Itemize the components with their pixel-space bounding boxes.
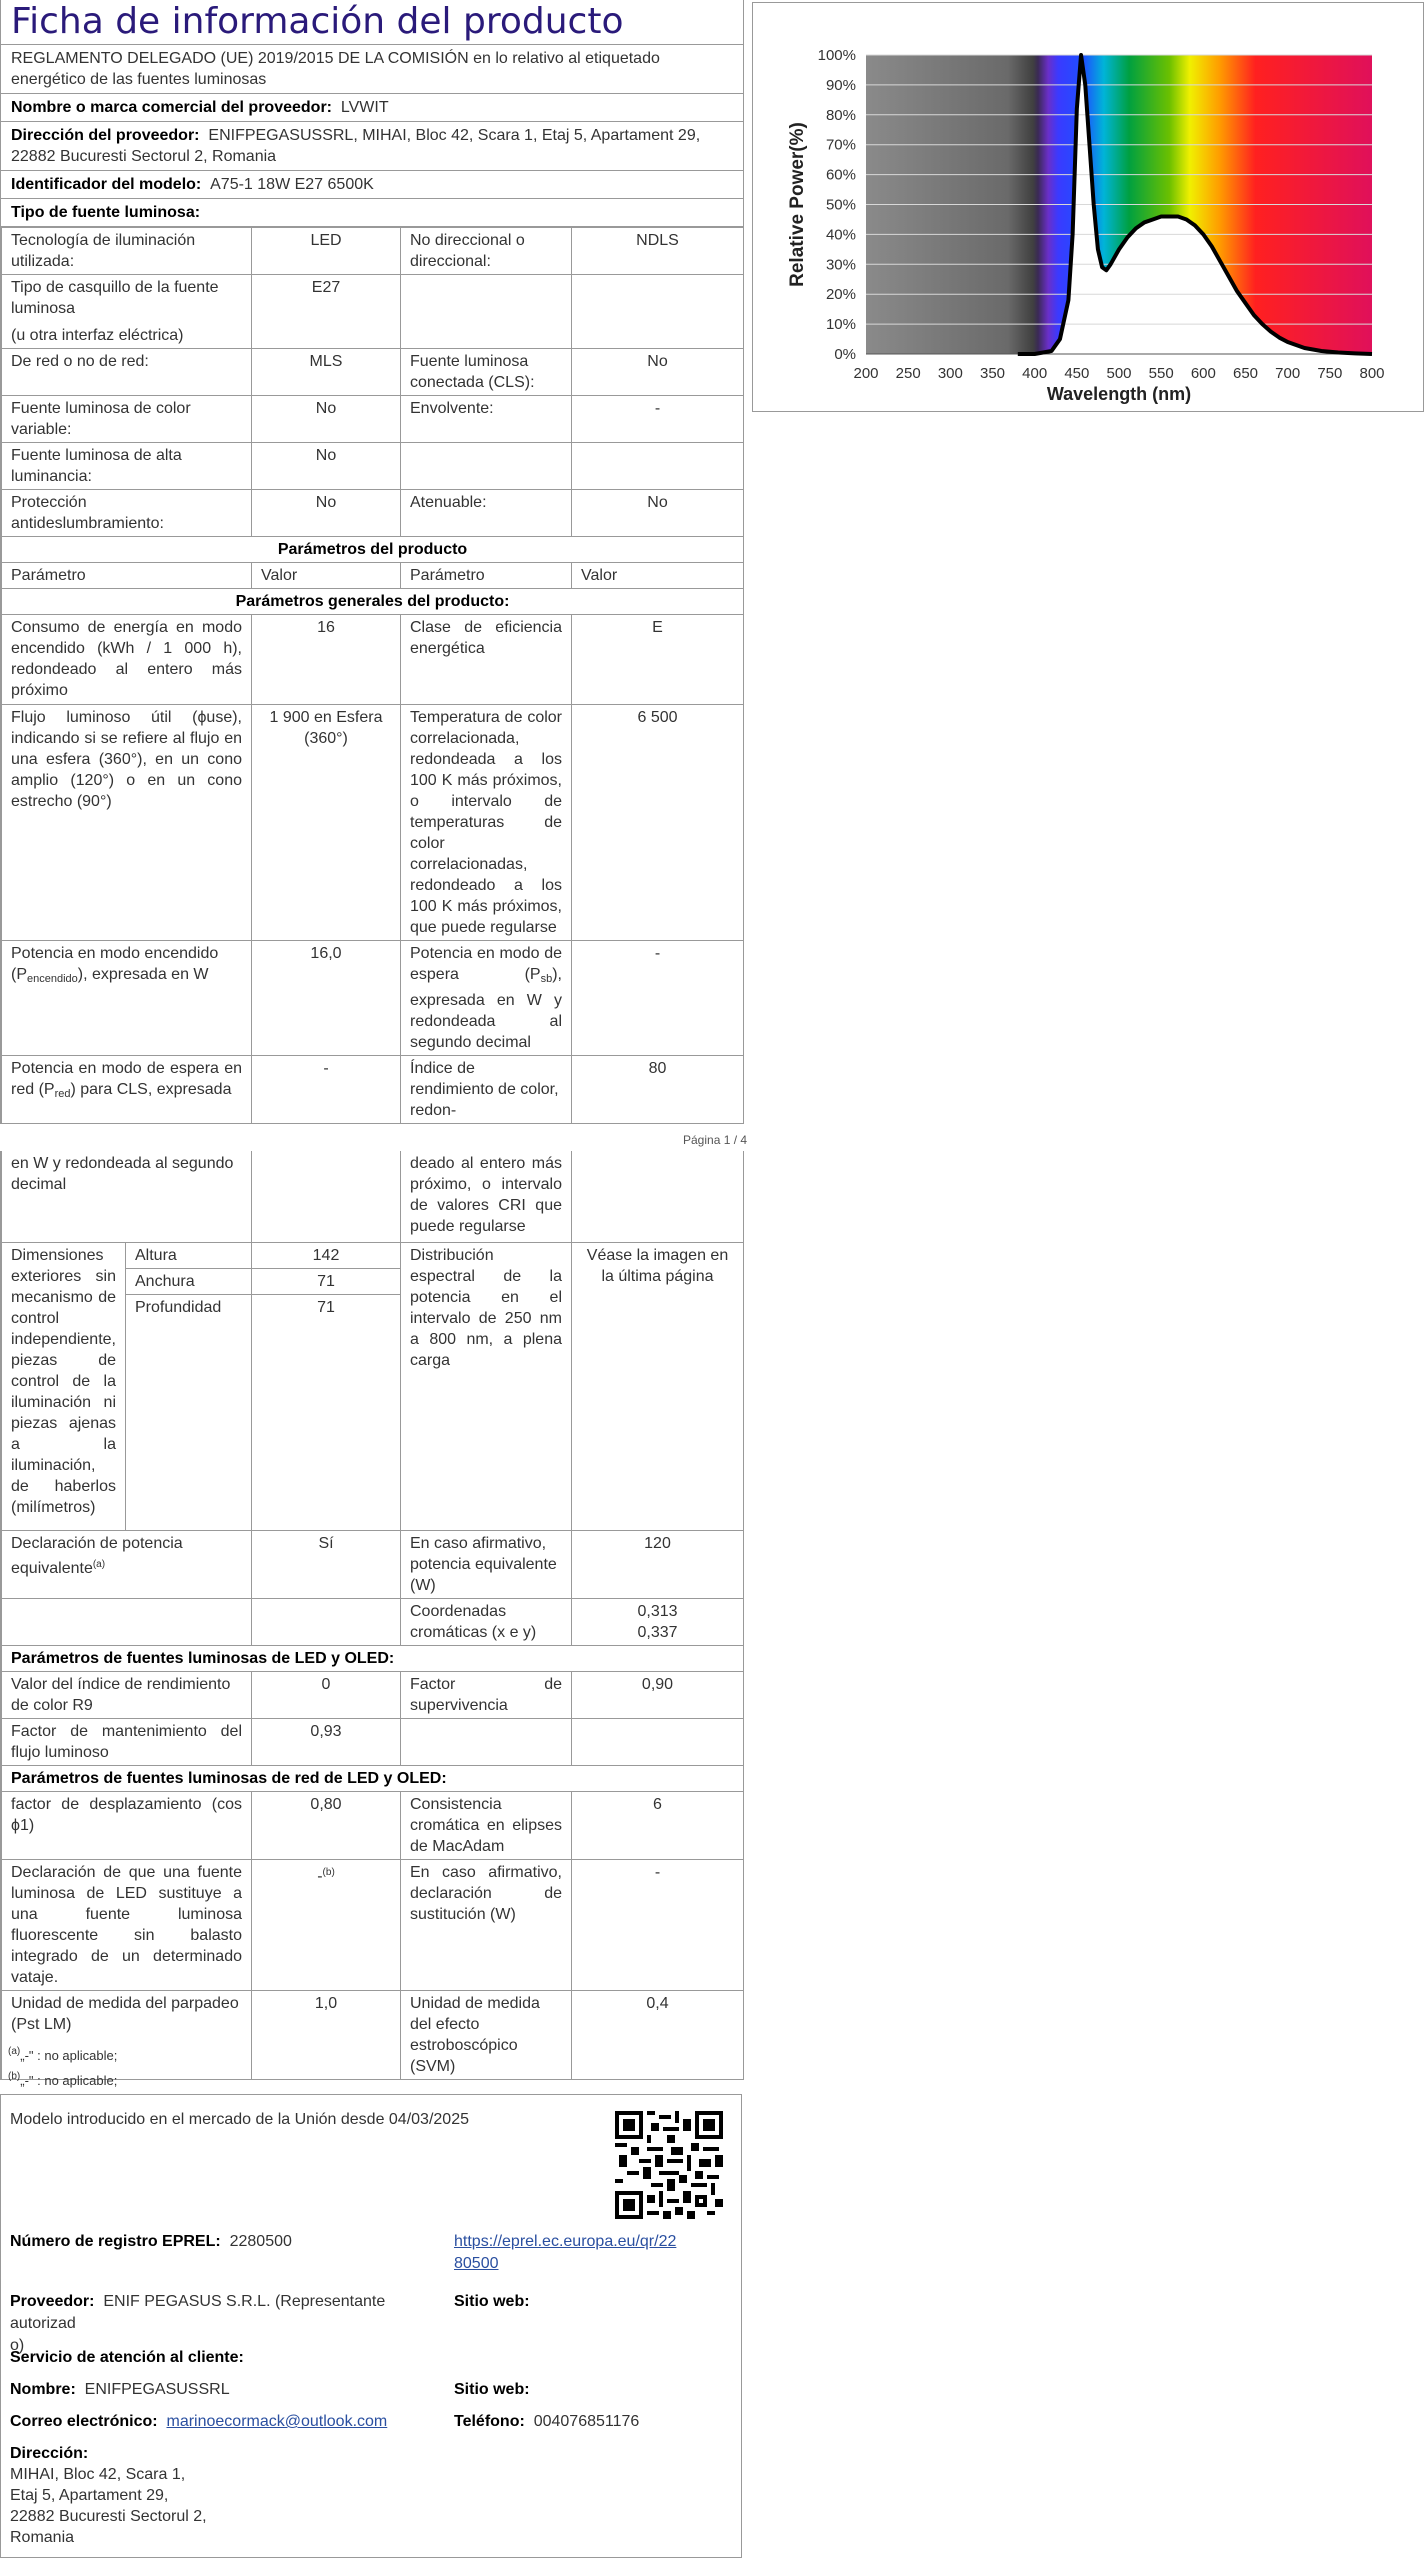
param-label: Coordenadas cromáticas (x e y)	[401, 1598, 572, 1645]
table-row	[2, 490, 744, 537]
param-label: Temperatura de color correlacionada, redondeada a los 100 K más próximos, o intervalo de temperaturas de color correlacionadas, redondeado a los 100 K más próximos, que puede regularse	[401, 705, 572, 941]
model-label: Identificador del modelo:	[11, 176, 202, 193]
cap-label-note: (u otra interfaz eléctrica)	[11, 327, 184, 344]
address-label: Dirección del proveedor:	[11, 127, 200, 144]
eprel-link-text-end[interactable]: 80500	[454, 2255, 499, 2272]
params-heading: Parámetros del producto	[2, 537, 744, 563]
spd-label: Distribución espectral de la potencia en el intervalo de 250 nm a 800 nm, a plena carga	[401, 1242, 572, 1530]
column-header-row	[2, 563, 744, 589]
customer-service-heading: Servicio de atención al cliente:	[10, 2349, 244, 2366]
param-value: 0,80	[252, 1791, 401, 1859]
section-header-row	[2, 589, 744, 615]
param-label: Índice de rendimiento de color, redon-	[401, 1056, 572, 1124]
x-tick-label: 300	[937, 365, 963, 382]
param-value: 6 500	[572, 705, 744, 941]
height-value: 142	[252, 1242, 401, 1268]
address-line: Romania	[10, 2529, 75, 2546]
param-value: 1 900 en Esfera (360°)	[252, 705, 401, 941]
footnote-mark: (b)	[322, 1866, 335, 1878]
phone-label: Teléfono:	[454, 2413, 525, 2430]
param-label	[401, 941, 572, 1056]
supplier-label: Nombre o marca comercial del proveedor:	[11, 99, 332, 116]
param-label: De red o no de red:	[2, 349, 252, 396]
product-sheet	[0, 0, 744, 1124]
param-label: Fuente luminosa de alta luminancia:	[2, 443, 252, 490]
footnote-mark: (b)	[8, 2071, 21, 2082]
section-header-row	[2, 1645, 744, 1671]
table-row	[2, 1791, 744, 1859]
pon-subscript: encendido	[27, 973, 78, 985]
param-value: E	[572, 615, 744, 705]
param-label	[2, 1056, 252, 1124]
param-label: Factor de supervivencia	[401, 1671, 572, 1718]
address-line: Etaj 5, Apartament 29,	[10, 2487, 169, 2504]
param-value: E27	[252, 275, 401, 349]
x-tick-label: 600	[1190, 365, 1216, 382]
param-label	[401, 275, 572, 349]
page-title: Ficha de información del producto	[11, 1, 624, 42]
email-link[interactable]: marinoecormack@outlook.com	[166, 2413, 388, 2430]
x-tick-label: 700	[1275, 365, 1301, 382]
table-row	[2, 1598, 744, 1645]
equiv-label: Declaración de potencia equivalente	[11, 1534, 183, 1577]
phone-value: 004076851176	[533, 2413, 640, 2430]
param-label	[2, 275, 252, 349]
address-label-bottom: Dirección:	[10, 2445, 89, 2462]
param-label: En caso afirmativo, declaración de sustitución (W)	[401, 1859, 572, 1990]
regulation-text: REGLAMENTO DELEGADO (UE) 2019/2015 DE LA COMISIÓN en lo relativo al etiquetado energético de las fuentes luminosas	[1, 44, 743, 94]
y-tick-label: 20%	[825, 286, 856, 304]
param-value: 80	[572, 1056, 744, 1124]
param-label	[2, 1598, 252, 1645]
website-label: Sitio web:	[454, 2293, 530, 2310]
param-label	[401, 443, 572, 490]
address-line: 22882 Bucuresti Sectorul 2,	[10, 2508, 207, 2525]
provider-value: ENIF PEGASUS S.R.L. (Representante autorizad	[10, 2293, 386, 2332]
param-label: Fuente luminosa de color variable:	[2, 396, 252, 443]
param-label: Clase de eficiencia energética	[401, 615, 572, 705]
y-tick-label: 70%	[825, 136, 856, 154]
y-tick-label: 90%	[825, 76, 856, 94]
param-value	[252, 1598, 401, 1645]
param-value: No	[252, 490, 401, 537]
table-row	[2, 705, 744, 941]
x-tick-label: 250	[895, 365, 921, 382]
param-value: MLS	[252, 349, 401, 396]
width-label: Anchura	[126, 1268, 252, 1294]
table-row	[2, 1242, 744, 1268]
param-label: Unidad de medida del parpadeo (Pst LM)	[2, 1990, 252, 2079]
supplier-value: LVWIT	[340, 99, 389, 116]
address-line: MIHAI, Bloc 42, Scara 1,	[10, 2466, 186, 2483]
address-row	[1, 122, 743, 171]
depth-value: 71	[252, 1294, 401, 1530]
address-value: ENIFPEGASUSSRL, MIHAI, Bloc 42, Scara 1, Etaj 5, Apartament 29, 22882 Bucuresti Sectorul 2, Romania	[11, 127, 701, 165]
chroma-y: 0,337	[637, 1623, 678, 1641]
pnet-subscript: red	[54, 1088, 71, 1100]
qr-code-icon	[615, 2111, 723, 2219]
eprel-link-text[interactable]: https://eprel.ec.europa.eu/qr/22	[454, 2233, 677, 2250]
table-row	[2, 1056, 744, 1124]
param-value: 1,0	[252, 1990, 401, 2079]
y-tick-label: 60%	[825, 166, 856, 184]
param-value: No	[572, 490, 744, 537]
footnote-mark: (a)	[8, 2046, 21, 2057]
model-row	[1, 171, 743, 199]
param-value: LED	[252, 228, 401, 275]
param-value: No	[252, 443, 401, 490]
param-label	[401, 1718, 572, 1765]
param-value: -	[252, 1056, 401, 1124]
param-value: NDLS	[572, 228, 744, 275]
param-label	[2, 941, 252, 1056]
footnote-b	[8, 2071, 117, 2088]
param-label: Tecnología de iluminación utilizada:	[2, 228, 252, 275]
model-value: A75-1 18W E27 6500K	[210, 176, 374, 193]
x-tick-label: 550	[1148, 365, 1174, 382]
col-value-header: Valor	[572, 563, 744, 589]
chroma-x: 0,313	[637, 1602, 678, 1620]
y-tick-label: 40%	[825, 226, 856, 244]
website2-label: Sitio web:	[454, 2381, 530, 2398]
param-label: En caso afirmativo, potencia equivalente (W)	[401, 1530, 572, 1598]
param-label: Protección antideslumbramiento:	[2, 490, 252, 537]
eprel-link[interactable]	[454, 2231, 676, 2275]
dims-label: Dimensiones exteriores sin mecanismo de control independiente, piezas de control de la iluminación ni piezas ajenas a la iluminación, de haberlos (milímetros)	[2, 1242, 126, 1530]
cap-label: Tipo de casquillo de la fuente luminosa	[11, 279, 219, 317]
table-row	[2, 1859, 744, 1990]
page-number: Página 1 / 4	[683, 1133, 748, 1147]
footnote-text: „-" : no aplicable;	[20, 2048, 118, 2063]
source-type-heading: Tipo de fuente luminosa:	[1, 199, 743, 227]
led-params-heading: Parámetros de fuentes luminosas de LED y OLED:	[2, 1645, 744, 1671]
supplier-row	[1, 94, 743, 122]
y-tick-label: 10%	[825, 316, 856, 334]
spectrum-chart-frame	[752, 2, 1424, 412]
table-row	[2, 941, 744, 1056]
table-row	[2, 275, 744, 349]
y-tick-label: 0%	[834, 346, 856, 363]
name-value: ENIFPEGASUSSRL	[84, 2381, 230, 2398]
footnote-text: „-" : no aplicable;	[20, 2073, 118, 2088]
spd-value: Véase la imagen en la última página	[572, 1242, 744, 1530]
param-label: factor de desplazamiento (cos ϕ1)	[2, 1791, 252, 1859]
param-value: Sí	[252, 1530, 401, 1598]
footnote-a	[8, 2046, 117, 2063]
eprel-label: Número de registro EPREL:	[10, 2233, 221, 2250]
pnet-label-end: ) para CLS, expresada	[70, 1081, 232, 1098]
table-row	[2, 443, 744, 490]
param-value: 16,0	[252, 941, 401, 1056]
footnote-mark: (a)	[92, 1558, 106, 1570]
param-label: Consistencia cromática en elipses de MacAdam	[401, 1791, 572, 1859]
y-tick-label: 30%	[825, 256, 856, 274]
param-value: 6	[572, 1791, 744, 1859]
param-value	[252, 1151, 401, 1242]
x-tick-label: 800	[1359, 365, 1385, 382]
phone-row	[454, 2411, 639, 2433]
x-tick-label: 450	[1064, 365, 1090, 382]
param-label: Unidad de medida del efecto estroboscópico (SVM)	[401, 1990, 572, 2079]
provider-label: Proveedor:	[10, 2293, 95, 2310]
param-value	[572, 1151, 744, 1242]
x-tick-label: 500	[1106, 365, 1132, 382]
x-tick-label: 350	[979, 365, 1006, 382]
section-header-row	[2, 1765, 744, 1791]
param-label: Flujo luminoso útil (ϕuse), indicando si se refiere al flujo en una esfera (360°), en un cono amplio (120°) o en un cono estrecho (90°)	[2, 705, 252, 941]
name-row	[10, 2379, 230, 2401]
product-sheet-continued	[0, 1151, 744, 2080]
param-label: Declaración de que una fuente luminosa de LED sustituye a una fuente luminosa fluorescente sin balasto integrado de un determinado vataje.	[2, 1859, 252, 1990]
source-type-table	[1, 227, 744, 1124]
param-label: en W y redondeada al segundo decimal	[2, 1151, 252, 1242]
y-tick-label: 50%	[825, 196, 856, 214]
param-value: No	[572, 349, 744, 396]
psb-subscript: sb	[540, 973, 553, 985]
param-value: 120	[572, 1530, 744, 1598]
param-value	[572, 1718, 744, 1765]
param-value	[252, 1859, 401, 1990]
col-param-header: Parámetro	[401, 563, 572, 589]
param-label	[2, 1530, 252, 1598]
table-row	[2, 1530, 744, 1598]
replace-value: -	[317, 1867, 323, 1885]
col-param-header: Parámetro	[2, 563, 252, 589]
table-row	[2, 1151, 744, 1242]
provider-value-end: o)	[10, 2337, 25, 2354]
eprel-row	[10, 2231, 292, 2253]
param-value: 16	[252, 615, 401, 705]
pon-label-end: ), expresada en W	[77, 966, 209, 983]
general-params-heading: Parámetros generales del producto:	[2, 589, 744, 615]
name-label: Nombre:	[10, 2381, 76, 2398]
param-value: 0,93	[252, 1718, 401, 1765]
x-tick-label: 200	[853, 365, 879, 382]
param-value: 0	[252, 1671, 401, 1718]
param-label: deado al entero más próximo, o intervalo de valores CRI que puede regularse	[401, 1151, 572, 1242]
email-row	[10, 2411, 387, 2433]
param-label: Envolvente:	[401, 396, 572, 443]
param-label: Fuente luminosa conectada (CLS):	[401, 349, 572, 396]
table-row	[2, 228, 744, 275]
registration-box	[0, 2094, 742, 2558]
table-row	[2, 615, 744, 705]
param-value	[572, 443, 744, 490]
psb-label: Potencia en modo de espera (P	[410, 945, 562, 983]
param-value	[572, 275, 744, 349]
param-label: Factor de mantenimiento del flujo luminoso	[2, 1718, 252, 1765]
param-label: No direccional o direccional:	[401, 228, 572, 275]
x-tick-label: 400	[1022, 365, 1048, 382]
market-intro-text: Modelo introducido en el mercado de la Unión desde 04/03/2025	[10, 2111, 469, 2128]
table-row	[2, 1990, 744, 2079]
depth-label: Profundidad	[126, 1294, 252, 1530]
pon-label: Potencia en modo encendido (P	[11, 945, 219, 983]
y-tick-label: 100%	[817, 47, 856, 64]
eprel-value: 2280500	[229, 2233, 292, 2250]
psb-label-end: ), expresada en W y redondeada al segundo decimal	[410, 966, 562, 1051]
param-value: -	[572, 941, 744, 1056]
param-label: Atenuable:	[401, 490, 572, 537]
col-value-header: Valor	[252, 563, 401, 589]
x-tick-label: 650	[1232, 365, 1259, 382]
param-value: 0,4	[572, 1990, 744, 2079]
width-value: 71	[252, 1268, 401, 1294]
mains-params-heading: Parámetros de fuentes luminosas de red de LED y OLED:	[2, 1765, 744, 1791]
section-header-row	[2, 537, 744, 563]
x-axis-label: Wavelength (nm)	[1046, 384, 1192, 404]
y-axis-label: Relative Power(%)	[787, 122, 808, 287]
param-label: Consumo de energía en modo encendido (kWh / 1 000 h), redondeado al entero más próximo	[2, 615, 252, 705]
param-value: No	[252, 396, 401, 443]
spectrum-chart	[753, 3, 1423, 411]
height-label: Altura	[126, 1242, 252, 1268]
param-value	[572, 1598, 744, 1645]
params-table-continued	[1, 1151, 744, 2080]
email-label: Correo electrónico:	[10, 2413, 158, 2430]
param-value: 0,90	[572, 1671, 744, 1718]
param-label: Valor del índice de rendimiento de color R9	[2, 1671, 252, 1718]
pnet-label: Potencia en modo de espera en red (P	[11, 1060, 242, 1098]
y-tick-label: 80%	[825, 106, 856, 124]
param-value: -	[572, 396, 744, 443]
table-row	[2, 1718, 744, 1765]
param-value: -	[572, 1859, 744, 1990]
x-tick-label: 750	[1317, 365, 1343, 382]
table-row	[2, 349, 744, 396]
table-row	[2, 396, 744, 443]
table-row	[2, 1671, 744, 1718]
